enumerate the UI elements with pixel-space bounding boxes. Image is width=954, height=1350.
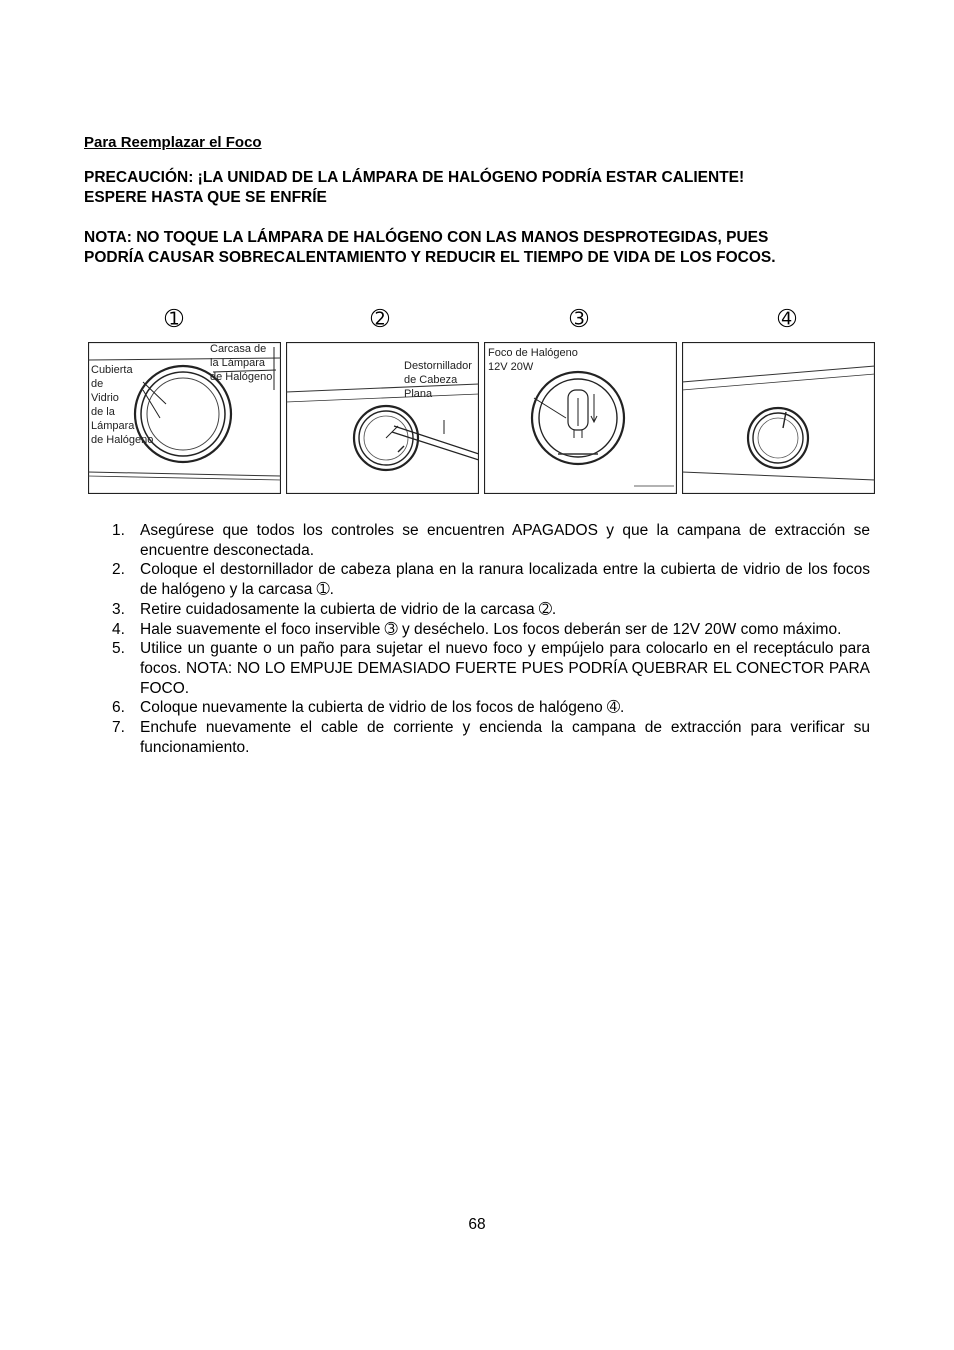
- caution-line-1: PRECAUCIÓN: ¡LA UNIDAD DE LA LÁMPARA DE HALÓGENO PODRÍA ESTAR CALIENTE!: [84, 169, 745, 186]
- list-item: 1. Asegúrese que todos los controles se encuentren APAGADOS y que la campana de extracción se encuentre desconectada.: [112, 522, 870, 559]
- list-item: 2. Coloque el destornillador de cabeza plana en la ranura localizada entre la cubierta de vidrio de los focos de halógeno y la carcasa ➀.: [112, 561, 870, 599]
- instruction-steps: [84, 521, 870, 757]
- list-item: 7. Enchufe nuevamente el cable de corriente y encienda la campana de extracción para verificar su funcionamiento.: [112, 719, 870, 756]
- note-line-1: NOTA: NO TOQUE LA LÁMPARA DE HALÓGENO CON LAS MANOS DESPROTEGIDAS, PUES: [84, 229, 769, 246]
- figure-4-drawing: [682, 342, 875, 494]
- figure-4-panel: [682, 342, 875, 494]
- caution-line-2: ESPERE HASTA QUE SE ENFRÍE: [84, 189, 327, 206]
- figure-2-panel: [286, 342, 479, 494]
- screwdriver-label: Destornillador de Cabeza Plana: [404, 360, 472, 400]
- note-warning: [84, 228, 874, 268]
- list-item: 6. Coloque nuevamente la cubierta de vidrio de los focos de halógeno ➃.: [112, 699, 625, 717]
- figure-2-number: ➁: [370, 307, 390, 332]
- caution-warning: [84, 168, 874, 208]
- page-number: 68: [468, 1216, 486, 1233]
- halogen-bulb-label: Foco de Halógeno 12V 20W: [488, 347, 578, 373]
- list-item: 5. Utilice un guante o un paño para sujetar el nuevo foco y empújelo para colocarlo en el receptáculo para focos. NOTA: NO LO EMPUJE DEMASIADO FUERTE PUES PODRÍA QUEBRAR EL CONECTOR PARA FOCO.: [112, 640, 870, 697]
- glass-cover-label: Cubierta de Vidrio de la Lámpara de Halógeno: [91, 364, 154, 446]
- figure-1-panel: [88, 342, 281, 494]
- figure-3-panel: [484, 342, 677, 494]
- list-item: 4. Hale suavemente el foco inservible ➂ y deséchelo. Los focos deberán ser de 12V 20W como máximo.: [112, 620, 842, 638]
- figure-3-number: ➂: [569, 307, 589, 332]
- figure-4-number: ➃: [777, 307, 797, 332]
- section-title: Para Reemplazar el Foco: [84, 134, 262, 151]
- figure-1-number: ➀: [164, 307, 184, 332]
- housing-label: Carcasa de la Lámpara de Halógeno: [210, 343, 273, 383]
- note-line-2: PODRÍA CAUSAR SOBRECALENTAMIENTO Y REDUCIR EL TIEMPO DE VIDA DE LOS FOCOS.: [84, 249, 776, 266]
- list-item: 3. Retire cuidadosamente la cubierta de vidrio de la carcasa ➁.: [112, 600, 557, 618]
